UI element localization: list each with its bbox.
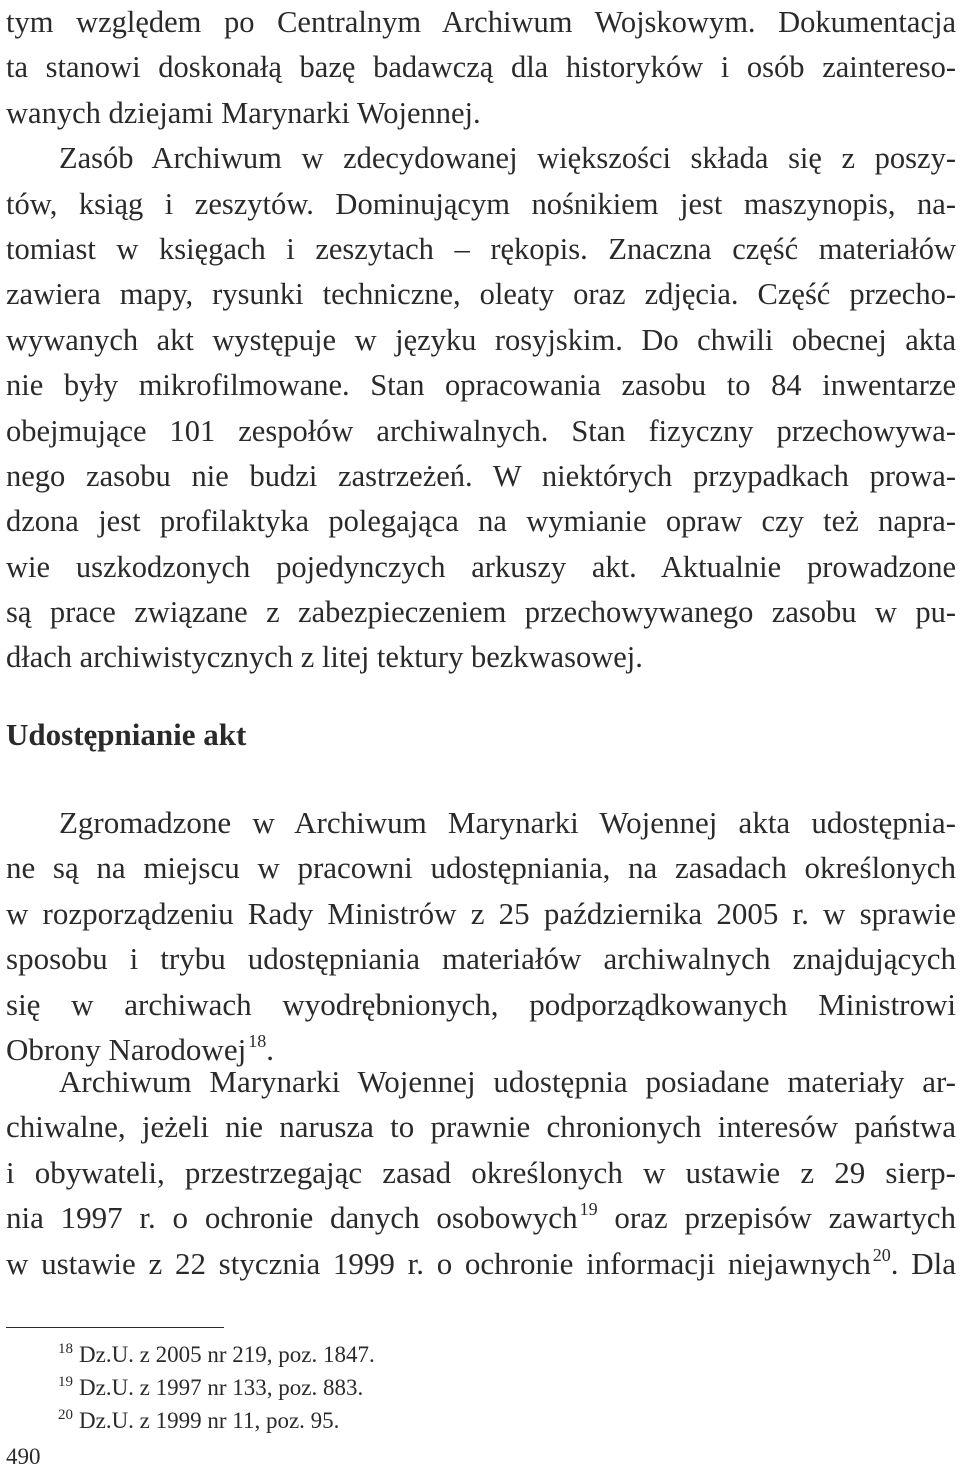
footnote-item [58, 1371, 375, 1404]
footnotes [58, 1338, 375, 1437]
body-text-block-top [6, 0, 956, 681]
footnote-item [58, 1338, 375, 1371]
footnote-item [58, 1404, 375, 1437]
text-line: dłach archiwistycznych z litej tektury bezkwasowej. [6, 640, 643, 675]
text-line: są prace związane z zabezpieczeniem przechowywanego zasobu w pu- [6, 595, 956, 630]
footnote-reference[interactable]: 20 [872, 1244, 891, 1265]
text-line: tomiast w księgach i zeszytach – rękopis. Znaczna część materiałów [6, 231, 956, 266]
text-line: i obywateli, przestrzegając zasad określonych w ustawie z 29 sierp- [6, 1154, 956, 1190]
body-text-block-bottom [6, 1059, 956, 1286]
text-run: . [266, 1031, 274, 1067]
text-line: się w archiwach wyodrębnionych, podporządkowanych Ministrowi [6, 986, 956, 1022]
text-line: ta stanowi doskonałą bazę badawczą dla historyków i osób zaintereso- [6, 50, 956, 85]
text-line: tym względem po Centralnym Archiwum Wojskowym. Dokumentacja [6, 5, 956, 39]
text-line: sposobu i trybu udostępniania materiałów archiwalnych znajdujących [6, 941, 956, 977]
footnote-text: Dz.U. z 2005 nr 219, poz. 1847. [79, 1342, 375, 1367]
text-line: ne są na miejscu w pracowni udostępniania, na zasadach określonych [6, 850, 956, 886]
text-line: w rozporządzeniu Rady Ministrów z 25 października 2005 r. w sprawie [6, 895, 956, 931]
text-line: nie były mikrofilmowane. Stan opracowania zasobu to 84 inwentarze [6, 368, 956, 403]
text-line: wie uszkodzonych pojedynczych arkuszy akt. Aktualnie prowadzone [6, 549, 956, 584]
paragraph-start-line: Zasób Archiwum w zdecydowanej większości składa się z poszy- [59, 141, 956, 176]
text-run: w ustawie z 22 stycznia 1999 r. o ochronie informacji niejawnych [6, 1245, 871, 1281]
footnote-number: 18 [58, 1341, 73, 1357]
footnote-text: Dz.U. z 1997 nr 133, poz. 883. [79, 1375, 364, 1400]
text-line: wanych dziejami Marynarki Wojennej. [6, 95, 481, 130]
text-line: zawiera mapy, rysunki techniczne, oleaty oraz zdjęcia. Część przecho- [6, 277, 956, 312]
text-line: obejmujące 101 zespołów archiwalnych. Stan fizyczny przechowywa- [6, 413, 956, 448]
footnote-text: Dz.U. z 1999 nr 11, poz. 95. [79, 1408, 340, 1433]
text-run: Obrony Narodowej [6, 1031, 247, 1067]
paragraph-start-line: Archiwum Marynarki Wojennej udostępnia posiadane materiały ar- [59, 1064, 956, 1099]
section-heading: Udostępnianie akt [6, 717, 247, 752]
text-run: nia 1997 r. o ochronie danych osobowych [6, 1200, 578, 1236]
footnote-number: 20 [58, 1407, 73, 1423]
page-number: 490 [6, 1444, 41, 1469]
footnote-number: 19 [58, 1374, 73, 1390]
body-text-block-middle [6, 800, 956, 1072]
text-line: nego zasobu nie budzi zastrzeżeń. W niektórych przypadkach prowa- [6, 458, 956, 493]
text-run: . Dla [890, 1245, 956, 1281]
paragraph-start-line: Zgromadzone w Archiwum Marynarki Wojennej akta udostępnia- [59, 805, 956, 840]
text-line: wywanych akt występuje w języku rosyjskim. Do chwili obecnej akta [6, 322, 956, 357]
text-run: oraz przepisów zawartych [597, 1200, 957, 1236]
text-line: chiwalne, jeżeli nie narusza to prawnie chronionych interesów państwa [6, 1109, 956, 1145]
footnote-reference[interactable]: 19 [579, 1199, 598, 1220]
text-line-with-footnote [6, 1241, 956, 1286]
footnote-reference[interactable]: 18 [248, 1030, 267, 1051]
text-line-with-footnote [6, 1195, 956, 1240]
text-line: tów, ksiąg i zeszytów. Dominującym nośnikiem jest maszynopis, na- [6, 186, 956, 221]
text-line: dzona jest profilaktyka polegająca na wymianie opraw czy też napra- [6, 504, 956, 539]
footnote-separator [6, 1327, 224, 1328]
